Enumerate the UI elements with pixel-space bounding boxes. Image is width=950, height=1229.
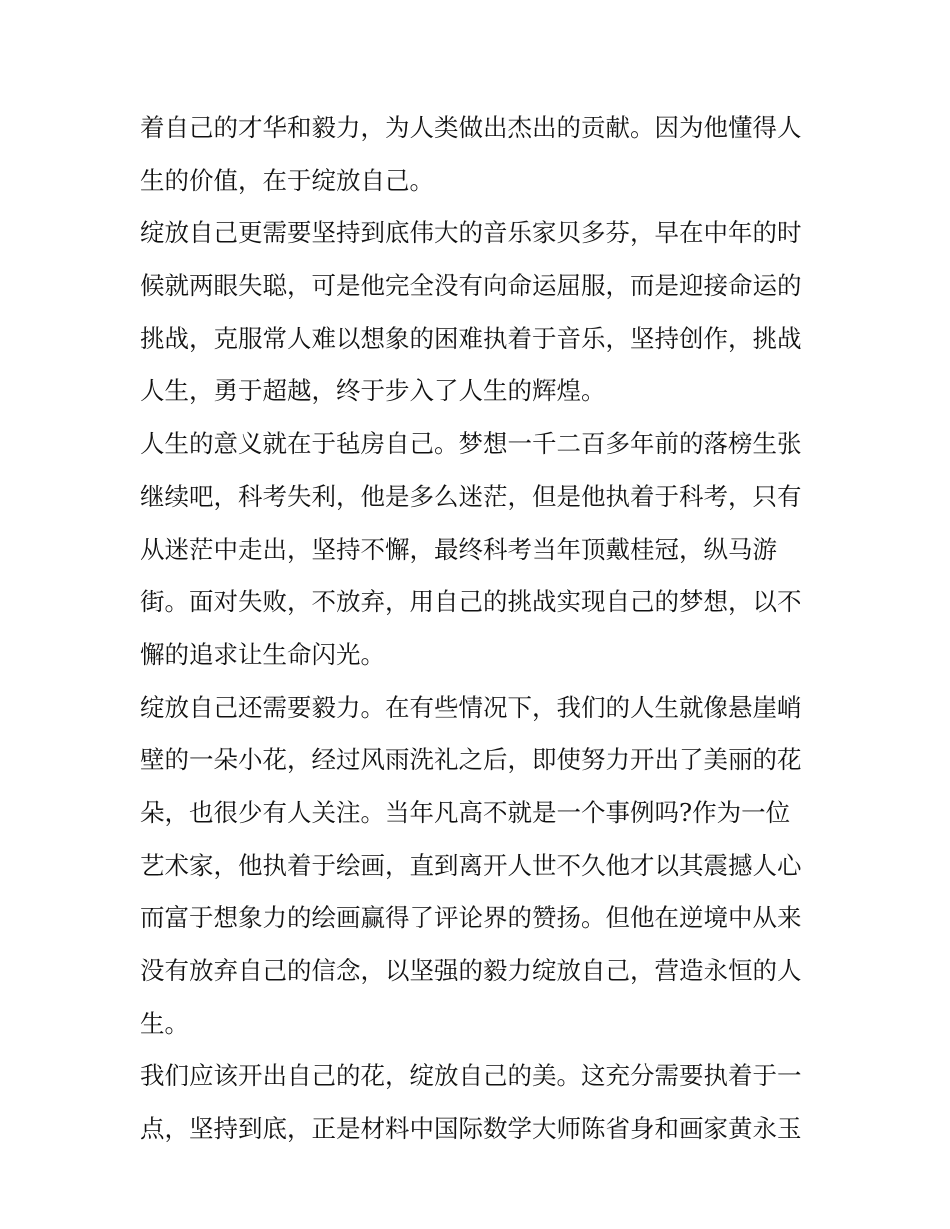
text-line: 我们应该开出自己的花，绽放自己的美。这充分需要执着于一: [140, 1061, 802, 1091]
text-line: 挑战，克服常人难以想象的困难执着于音乐，坚持创作，挑战: [140, 323, 802, 353]
text-line: 街。面对失败，不放弃，用自己的挑战实现自己的梦想，以不: [140, 587, 802, 617]
text-line: 壁的一朵小花，经过风雨洗礼之后，即使努力开出了美丽的花: [140, 745, 802, 775]
text-line: 着自己的才华和毅力，为人类做出杰出的贡献。因为他懂得人: [140, 113, 802, 142]
text-line: 生的价值，在于绽放自己。: [140, 165, 434, 195]
text-line: 点，坚持到底，正是材料中国际数学大师陈省身和画家黄永玉: [140, 1114, 802, 1144]
text-line: 继续吧，科考失利，他是多么迷茫，但是他执着于科考，只有: [140, 481, 802, 511]
text-line: 人生，勇于超越，终于步入了人生的辉煌。: [140, 376, 606, 406]
text-line: 艺术家，他执着于绘画，直到离开人世不久他才以其震撼人心: [140, 850, 802, 880]
text-line: 而富于想象力的绘画赢得了评论界的赞扬。但他在逆境中从来: [140, 903, 802, 933]
text-line: 从迷茫中走出，坚持不懈，最终科考当年顶戴桂冠，纵马游: [140, 534, 777, 564]
essay-body: [140, 102, 820, 1156]
text-line: 人生的意义就在于毡房自己。梦想一千二百多年前的落榜生张: [140, 429, 802, 459]
text-line: 绽放自己更需要坚持到底伟大的音乐家贝多芬，早在中年的时: [140, 218, 802, 248]
text-line: 候就两眼失聪，可是他完全没有向命运屈服，而是迎接命运的: [140, 271, 802, 301]
text-line: 没有放弃自己的信念，以坚强的毅力绽放自己，营造永恒的人: [140, 956, 802, 985]
text-line: 朵，也很少有人关注。当年凡高不就是一个事例吗?作为一位: [140, 797, 791, 827]
text-line: 生。: [140, 1008, 189, 1038]
text-line: 绽放自己还需要毅力。在有些情况下，我们的人生就像悬崖峭: [140, 692, 802, 722]
text-line: 懈的追求让生命闪光。: [140, 639, 385, 669]
